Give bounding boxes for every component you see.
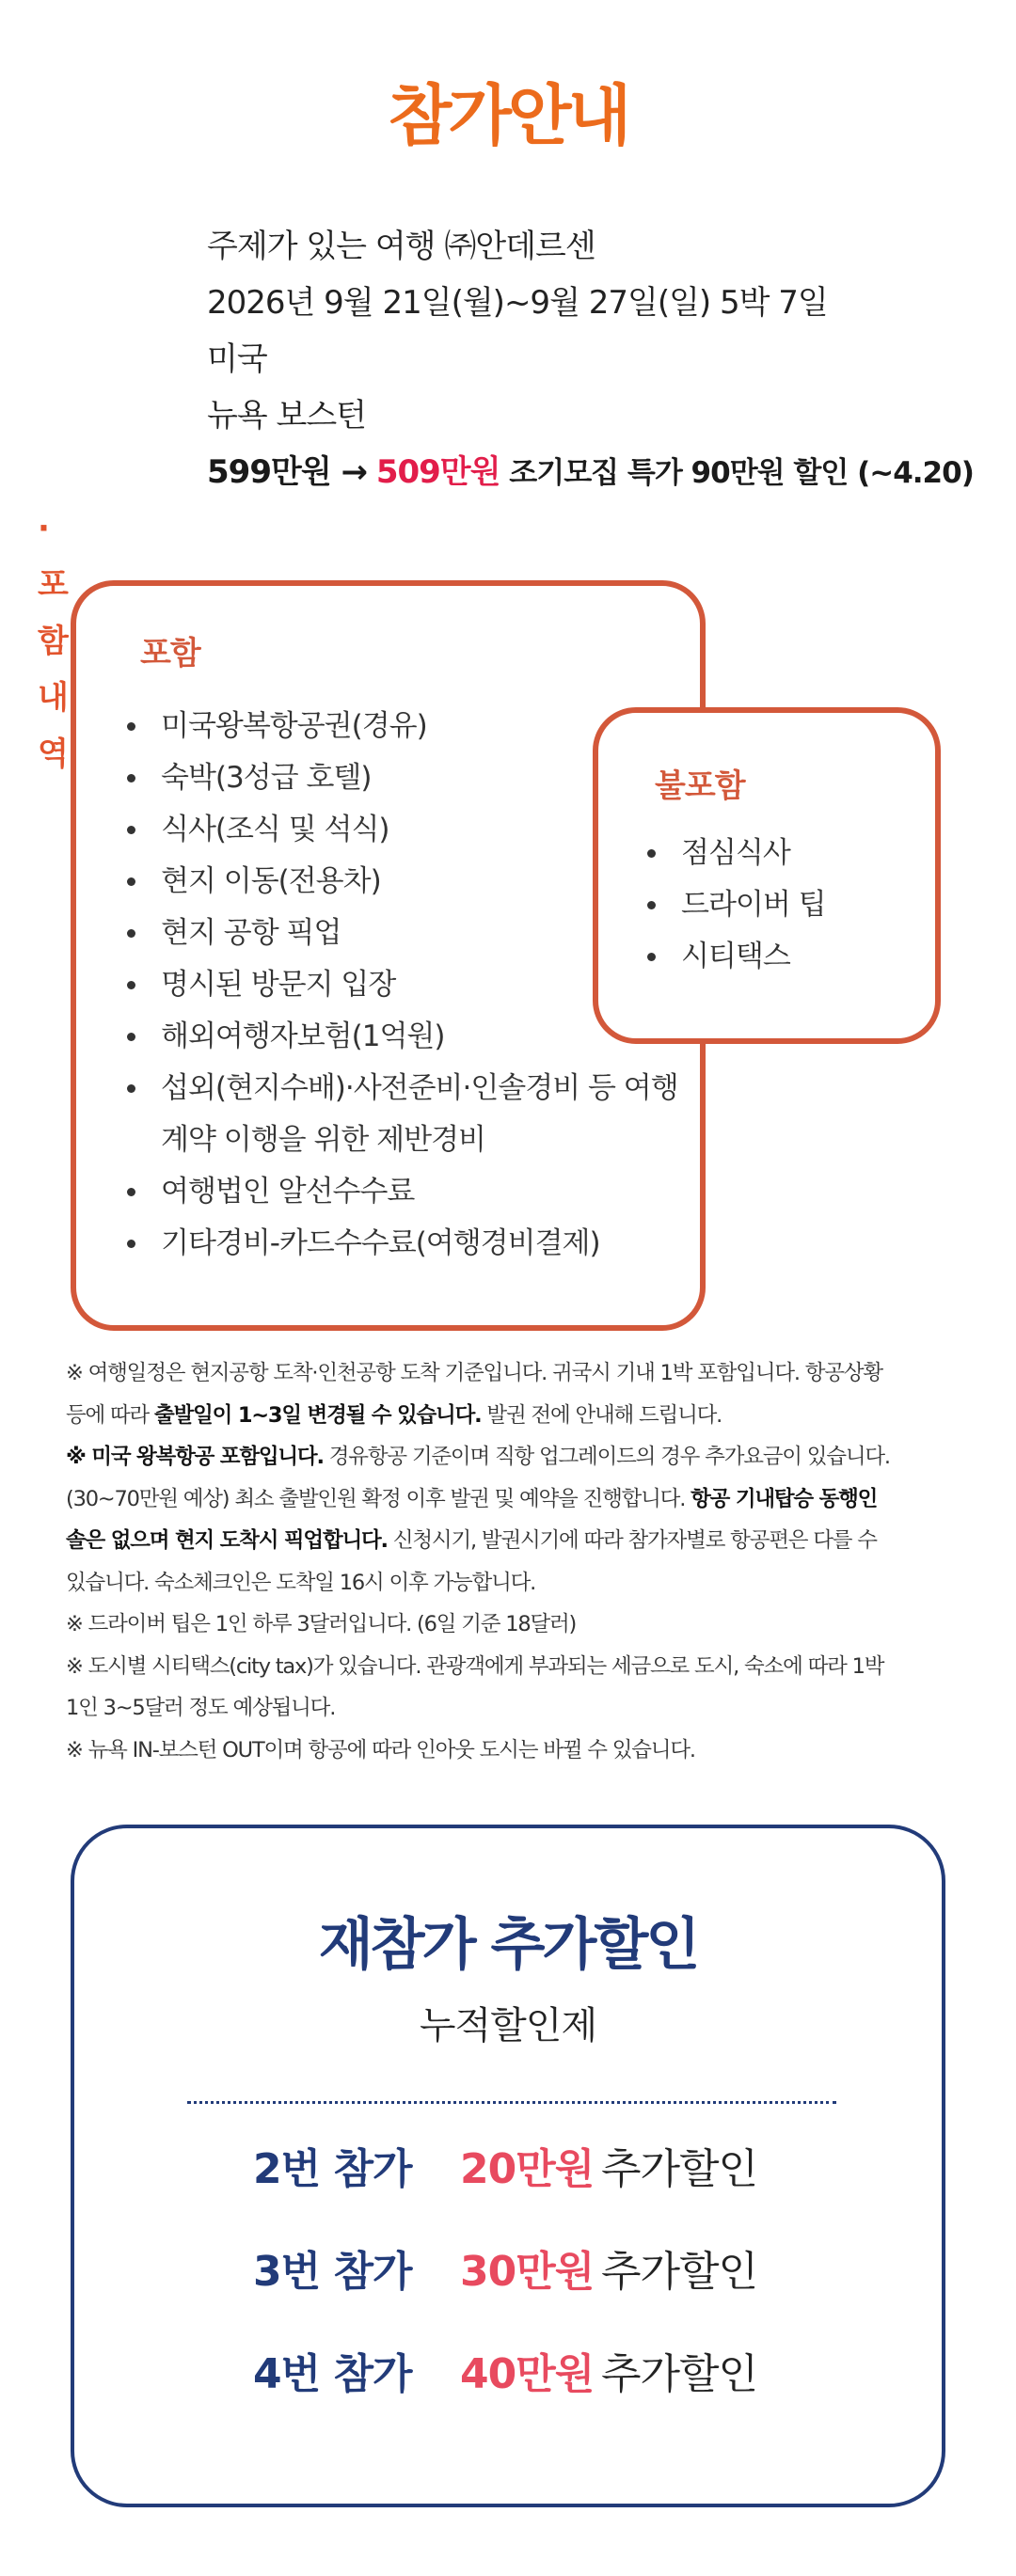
list-item: 기타경비-카드수수료(여행경비결제) [125, 1218, 678, 1270]
list-item: 명시된 방문지 입장 [125, 959, 678, 1011]
list-item: 숙박(3성급 호텔) [125, 752, 678, 804]
discount-subtitle: 누적할인제 [419, 2004, 597, 2047]
includes-label: · 포함내역 [38, 510, 68, 773]
country-value: 미국 [207, 340, 267, 378]
note-text: 경유항공 기준이며 직항 업그레이드의 경우 추가요금이 있습니다. [323, 1445, 890, 1469]
note-bold: ※ 미국 왕복항공 포함입니다. [66, 1445, 324, 1469]
note-text: (30~70만원 예상) 최소 출발인원 확정 이후 발권 및 예약을 진행합니다. [66, 1486, 691, 1511]
note-line [66, 1520, 950, 1562]
included-heading: 포함 [140, 635, 200, 672]
discount-amount: 30만원 [460, 2248, 595, 2296]
note-bold: 솔은 없으며 현지 도착시 픽업합니다. [66, 1528, 388, 1553]
discount-suffix: 추가할인 [601, 2350, 758, 2398]
fee-original: 599만원 → [207, 453, 367, 491]
discount-times: 3번 참가 [253, 2248, 412, 2296]
list-item: 해외여행자보험(1억원) [125, 1011, 678, 1063]
note-line [66, 1436, 950, 1478]
discount-row [74, 2342, 942, 2408]
note-line: ※ 드라이버 팁은 1인 하루 3달러입니다. (6일 기준 18달러) [66, 1612, 577, 1636]
list-item: 현지 이동(전용차) [125, 856, 678, 908]
dotted-divider [187, 2101, 836, 2104]
list-item: 현지 공항 픽업 [125, 908, 678, 959]
discount-row [74, 2137, 942, 2203]
list-item: 식사(조식 및 석식) [125, 804, 678, 856]
discount-amount: 20만원 [460, 2145, 595, 2193]
note-line: 있습니다. 숙소체크인은 도착일 16시 이후 가능합니다. [66, 1570, 536, 1595]
list-item [125, 1063, 678, 1166]
list-item: 점심식사 [645, 828, 826, 879]
list-item-line-2: 계약 이행을 위한 제반경비 [161, 1123, 485, 1157]
city-value: 뉴욕 보스턴 [207, 397, 367, 435]
note-text: 등에 따라 [66, 1402, 155, 1428]
note-line: ※ 여행일정은 현지공항 도착·인천공항 도착 기준입니다. 귀국시 기내 1박 포함입니다. 항공상황 [66, 1361, 882, 1385]
note-line: ※ 뉴욕 IN-보스턴 OUT이며 항공에 따라 인아웃 도시는 바뀔 수 있습니다. [66, 1737, 695, 1762]
note-line [66, 1478, 950, 1521]
note-line [66, 1395, 950, 1437]
list-item: 시티택스 [645, 931, 826, 983]
excluded-box [593, 707, 941, 1044]
page-title: 참가안내 [388, 77, 628, 154]
fee-note: 조기모집 특가 90만원 할인 (~4.20) [509, 456, 974, 490]
note-text: 신청시기, 발권시기에 따라 참가자별로 항공편은 다를 수 [387, 1528, 877, 1553]
list-item: 미국왕복항공권(경유) [125, 701, 678, 752]
discount-amount: 40만원 [460, 2350, 595, 2398]
fee-discounted: 509만원 [375, 453, 500, 491]
host-value: 주제가 있는 여행 ㈜안데르센 [207, 228, 595, 265]
discount-row [74, 2239, 942, 2305]
schedule-value: 2026년 9월 21일(월)~9월 27일(일) 5박 7일 [207, 284, 828, 322]
note-bold: 항공 기내탑승 동행인 [691, 1486, 878, 1511]
list-item-line-1: 섭외(현지수배)·사전준비·인솔경비 등 여행 [161, 1071, 678, 1105]
excluded-heading: 불포함 [655, 767, 745, 805]
discount-times: 4번 참가 [253, 2350, 412, 2398]
note-line: ※ 도시별 시티택스(city tax)가 있습니다. 관광객에게 부과되는 세금으로 도시, 숙소에 따라 1박 [66, 1653, 884, 1679]
notes-section [66, 1352, 950, 1771]
discount-suffix: 추가할인 [601, 2248, 758, 2296]
note-text: 발권 전에 안내해 드립니다. [481, 1402, 722, 1428]
note-line: 1인 3~5달러 정도 예상됩니다. [66, 1696, 336, 1720]
excluded-list [645, 828, 826, 983]
discount-box [71, 1825, 945, 2507]
note-bold: 출발일이 1~3일 변경될 수 있습니다. [154, 1402, 482, 1428]
list-item: 드라이버 팁 [645, 879, 826, 931]
list-item: 여행법인 알선수수료 [125, 1166, 678, 1218]
discount-times: 2번 참가 [253, 2145, 412, 2193]
fee-value [207, 444, 974, 501]
discount-suffix: 추가할인 [601, 2145, 758, 2193]
discount-title: 재참가 추가할인 [318, 1912, 698, 1978]
